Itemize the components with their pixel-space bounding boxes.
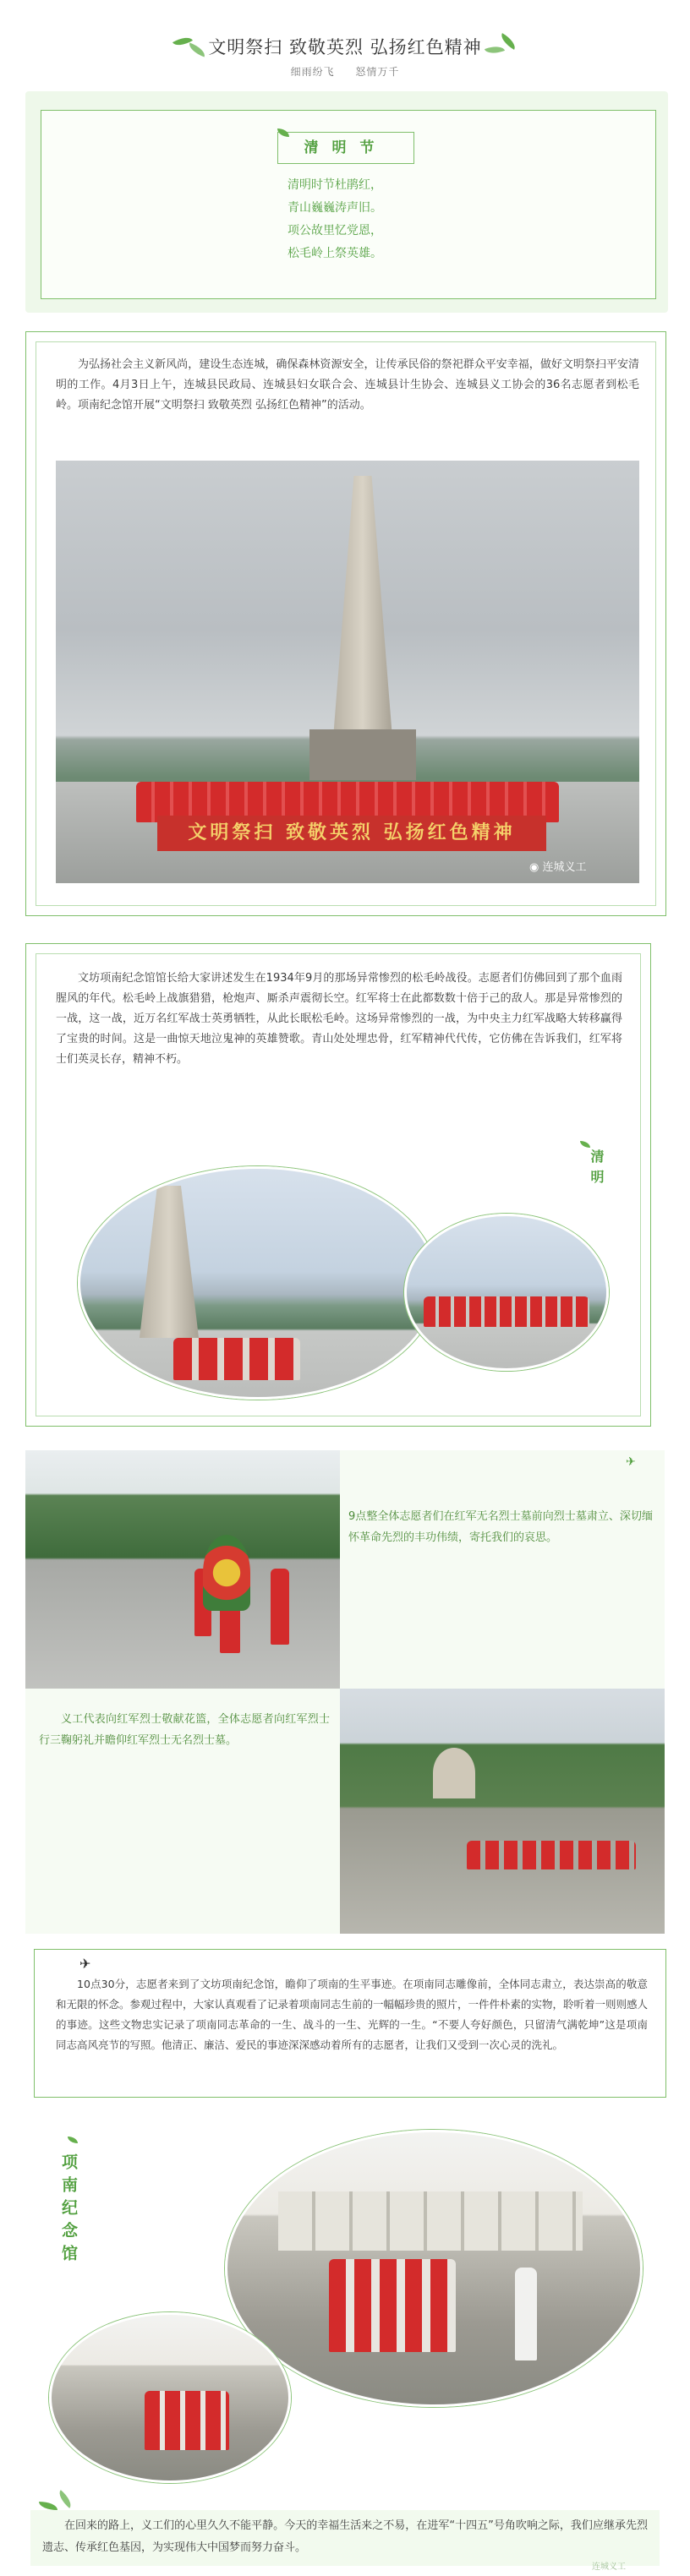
volunteers-row xyxy=(173,1338,300,1380)
bow-text: 义工代表向红军烈士敬献花篮，全体志愿者向红军烈士行三鞠躬礼并瞻仰红军烈士无名烈士墓。 xyxy=(39,1713,330,1747)
bird-icon: ✈ xyxy=(626,1455,636,1469)
flower-basket xyxy=(203,1535,250,1611)
footer-paragraph: 在回来的路上，义工们的心里久久不能平静。今天的幸福生活来之不易，在进军“十四五”号角吹响之际，我们应继承先烈遗志、传承红色基因，为实现伟大中国梦而努力奋斗。 xyxy=(42,2519,648,2554)
section-4-paragraph: 10点30分，志愿者来到了文坊项南纪念馆，瞻仰了项南的生平事迹。在项南同志雕像前，全体同志肃立，表达崇高的敬意和无限的怀念。参观过程中，大家认真观看了记录着项南同志生前的一幅幅珍贵的照片，一件件朴素的实物，聆听着一则则感人的事迹。这些文物忠实记录了项南同志革命的一生、战斗的一生、光辉的一生。“不要人夸好颜色，只留清气满乾坤”这是项南同志高风亮节的写照。他清正、廉洁、爱民的事迹深深感动着所有的志愿者，让我们又受到一次心灵的洗礼。 xyxy=(56,1978,649,2051)
poem-line: 项公故里忆党恩， xyxy=(288,224,382,237)
volunteer-figure xyxy=(271,1569,289,1645)
bird-icon: ✈ xyxy=(79,1956,91,1972)
monument-obelisk xyxy=(140,1186,199,1338)
section-1-paragraph: 为弘扬社会主义新风尚，建设生态连城，确保森林资源安全，让传承民俗的祭祀群众平安幸福，做好文明祭扫平安清明的工作。4月3日上午，连城县民政局、连城县妇女联合会、连城县计生协会、连城县义工协会的36名志愿者到松毛岭。项南纪念馆开展“文明祭扫 致敬英烈 弘扬红色精神”的活动。 xyxy=(56,358,639,412)
watermark-text: 连城义工 xyxy=(542,861,587,874)
subtitle-left: 细雨纷飞 xyxy=(290,66,335,78)
leaf-decoration-icon xyxy=(55,2490,74,2508)
subtitle-right: 怒情万千 xyxy=(355,66,400,78)
monument-base xyxy=(309,729,416,780)
photo-volunteers-bowing xyxy=(340,1689,665,1934)
volunteers-group xyxy=(329,2259,456,2352)
guide-figure xyxy=(515,2268,537,2360)
exhibit-wall xyxy=(278,2191,583,2251)
poem-title: 清明节 xyxy=(277,132,414,164)
footer-watermark: 连城义工 xyxy=(592,2562,626,2572)
poem-line: 青山巍巍涛声旧。 xyxy=(288,201,382,215)
monument-obelisk xyxy=(333,476,392,738)
section-2-paragraph: 文坊项南纪念馆馆长给大家讲述发生在1934年9月的那场异常惨烈的松毛岭战役。志愿者们仿佛回到了那个血雨腥风的年代。松毛岭上战旗猎猎，枪炮声、厮杀声震彻长空。红军将士在此都数数十倍于己的敌人。那是异常惨烈的一战，这一战，近万名红军战士英勇牺牲，从此长眠松毛岭。这场异常惨烈的一战，为中央主力红军战略大转移赢得了宝贵的时间。这是一曲惊天地泣鬼神的英雄赞歌。青山处处埋忠骨，红军精神代代传，它仿佛在告诉我们，红军将士们英灵长存，精神不朽。 xyxy=(56,972,622,1066)
round-photo-exhibit-visit xyxy=(49,2312,291,2483)
side-label-xiangnan-memorial: 项南纪念馆 xyxy=(59,2153,78,2268)
group-photo-monument xyxy=(56,461,639,883)
watermark xyxy=(529,858,587,874)
poem-line: 清明时节杜鹃红， xyxy=(288,178,382,192)
volunteers-viewing xyxy=(145,2391,229,2450)
round-photo-volunteers-line xyxy=(404,1214,609,1371)
side-label-qingming: 清明 xyxy=(589,1149,605,1190)
round-photo-memorial-hall xyxy=(225,2130,643,2407)
leaf-decoration-icon xyxy=(39,2502,58,2510)
wechat-icon: ◉ xyxy=(529,861,539,874)
volunteers-line xyxy=(424,1296,589,1327)
photo-wreath-offering xyxy=(25,1450,340,1689)
round-photo-monument-visit xyxy=(78,1166,438,1400)
tomb xyxy=(433,1748,475,1798)
poem-lines xyxy=(288,174,490,265)
event-banner: 文明祭扫 致敬英烈 弘扬红色精神 xyxy=(157,816,546,851)
text-block-tribute xyxy=(340,1450,665,1689)
volunteers-bowing xyxy=(467,1841,636,1869)
tribute-text: 9点整全体志愿者们在红军无名烈士墓前向烈士墓肃立、深切缅怀革命先烈的丰功伟绩，寄托我们的哀思。 xyxy=(348,1510,653,1544)
page-subtitle xyxy=(0,64,690,79)
poem-line: 松毛岭上祭英雄。 xyxy=(288,247,382,260)
page-title: 文明祭扫 致敬英烈 弘扬红色精神 xyxy=(208,37,482,57)
leaf-icon xyxy=(68,2137,78,2143)
